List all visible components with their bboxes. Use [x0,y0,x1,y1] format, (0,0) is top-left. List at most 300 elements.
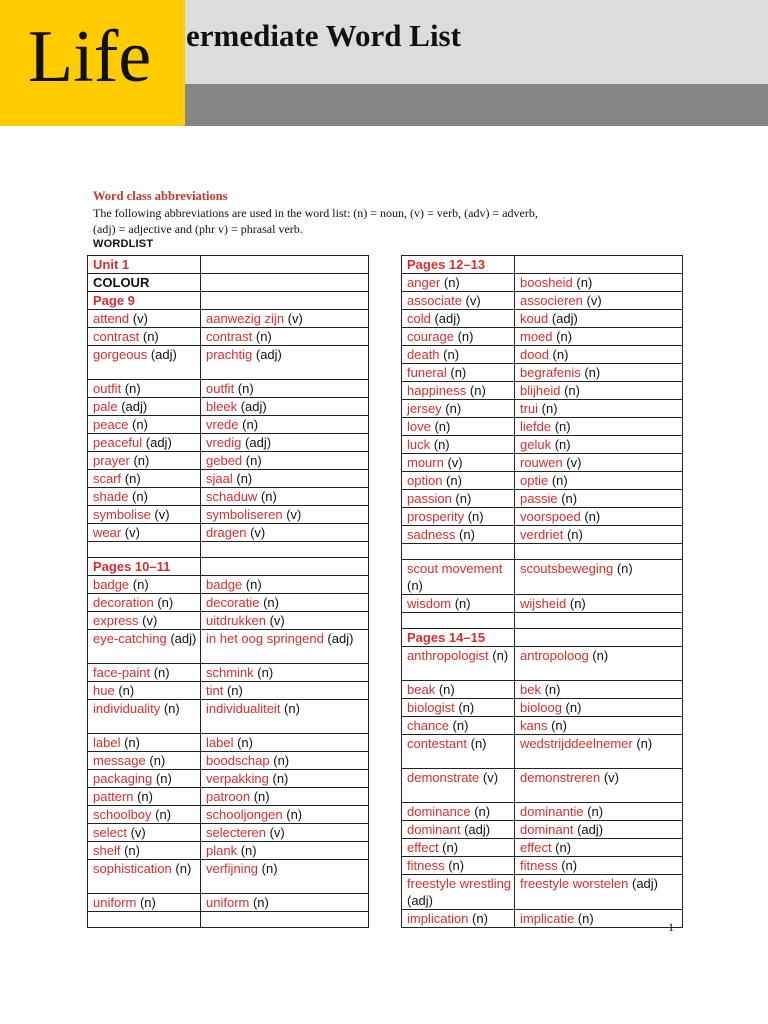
dutch-cell [515,274,683,292]
dutch-cell [515,418,683,436]
word-class: (n) [249,895,269,910]
english-cell [402,526,515,544]
word-class: (n) [150,665,170,680]
english-word: associate [407,293,462,308]
english-cell [88,558,201,576]
english-cell [402,274,515,292]
unit-title: COLOUR [93,275,150,290]
abbreviations-heading: Word class abbreviations [93,189,228,203]
english-cell [88,452,201,470]
table-row [88,524,369,542]
dutch-cell [515,717,683,735]
word-class: (n) [252,329,272,344]
dutch-word: fitness [520,858,558,873]
section-row [88,558,369,576]
word-class: (n) [540,682,561,697]
word-class: (adj) [407,893,434,908]
dutch-cell [515,595,683,613]
dutch-cell [201,488,369,506]
dutch-word: passie [520,491,558,506]
dutch-word: boosheid [520,275,573,290]
english-word: option [407,473,443,488]
dutch-word: gebed [206,453,243,468]
dutch-word: badge [206,577,243,592]
word-class: (v) [562,455,582,470]
word-class: (n) [583,804,604,819]
english-cell [88,328,201,346]
word-class: (adj) [460,822,491,837]
english-cell [88,380,201,398]
word-class: (adj) [117,399,148,414]
english-word: biologist [407,700,455,715]
word-class: (n) [128,489,148,504]
word-class: (n) [613,561,633,576]
word-class: (n) [488,648,509,663]
dutch-word: outfit [206,381,235,396]
word-class: (n) [280,701,300,716]
word-class: (n) [442,473,462,488]
word-class: (n) [430,437,450,452]
dutch-word: liefde [520,419,552,434]
table-row [402,382,683,400]
english-word: sophistication [93,861,172,876]
english-word: individuality [93,701,161,716]
english-word: sadness [407,527,456,542]
document-title: ermediate Word List [186,18,461,53]
word-class: (n) [151,807,172,822]
dutch-word: dominantie [520,804,584,819]
dutch-word: selecteren [206,825,266,840]
english-word: happiness [407,383,467,398]
word-class: (n) [233,735,253,750]
word-class: (adj) [142,435,172,450]
english-word: freestyle wrestling [407,876,512,891]
english-word: express [93,613,139,628]
english-cell [88,806,201,824]
word-class: (n) [632,736,653,751]
english-cell [402,839,515,857]
word-class: (v) [461,293,481,308]
word-class: (n) [446,365,467,380]
dutch-cell [201,292,369,310]
dutch-cell [515,560,683,595]
word-class: (n) [259,595,279,610]
word-class: (n) [129,577,149,592]
english-word: effect [407,840,439,855]
english-cell [88,542,201,558]
english-cell [88,664,201,682]
word-class: (adj) [323,631,354,646]
dutch-word: scoutsbeweging [520,561,614,576]
table-row [88,398,369,416]
english-cell [88,894,201,912]
dutch-cell [515,436,683,454]
word-class: (v) [443,455,463,470]
word-class: (n) [257,489,277,504]
dutch-cell [201,824,369,842]
english-cell [402,400,515,418]
word-class: (n) [580,509,601,524]
english-word: hue [93,683,115,698]
word-class: (n) [439,347,460,362]
english-cell [402,717,515,735]
abbreviations-line-1: The following abbreviations are used in the word list: (n) = noun, (v) = verb, (adv) = adverb, [93,205,538,220]
word-class: (n) [468,911,488,926]
word-class: (adj) [430,311,461,326]
table-row [402,274,683,292]
word-class: (n) [114,683,135,698]
english-word: chance [407,718,449,733]
word-class: (n) [464,509,484,524]
english-word: eye-catching [93,631,167,646]
english-word: badge [93,577,130,592]
word-class: (n) [440,275,460,290]
english-cell [88,398,201,416]
dutch-word: symboliseren [206,507,283,522]
word-class: (n) [557,858,578,873]
english-word: jersey [407,401,442,416]
table-row [402,454,683,472]
dutch-cell [201,700,369,734]
dutch-word: bek [520,682,541,697]
word-class: (n) [548,473,568,488]
word-class: (n) [250,789,270,804]
dutch-cell [515,526,683,544]
english-cell [88,734,201,752]
word-class: (n) [234,381,254,396]
table-row [402,346,683,364]
english-cell [88,488,201,506]
english-word: gorgeous [93,347,148,362]
word-class: (n) [557,491,578,506]
dutch-word: wijsheid [520,596,567,611]
table-row [88,788,369,806]
dutch-word: schooljongen [206,807,283,822]
english-cell [88,912,201,928]
word-class: (n) [253,665,274,680]
word-class: (n) [548,347,569,362]
dutch-cell [201,860,369,894]
dutch-cell [515,910,683,928]
word-class: (adj) [147,347,177,362]
word-class: (n) [128,417,148,432]
dutch-word: uitdrukken [206,613,266,628]
english-cell [402,821,515,839]
word-class: (n) [572,275,593,290]
word-class: (n) [552,329,573,344]
english-cell [88,274,201,292]
english-word: pale [93,399,118,414]
word-class: (n) [121,471,141,486]
table-row [88,346,369,380]
table-row [88,488,369,506]
dutch-word: plank [206,843,238,858]
section-heading: Pages 12–13 [407,257,486,272]
table-row [88,842,369,860]
table-row [88,752,369,770]
dutch-cell [515,875,683,910]
dutch-cell [201,506,369,524]
table-row [402,490,683,508]
english-word: peaceful [93,435,143,450]
dutch-cell [201,524,369,542]
dutch-word: wedstrijddeelnemer [520,736,633,751]
english-word: symbolise [93,507,151,522]
table-row [88,860,369,894]
word-class: (n) [223,683,243,698]
table-row [88,434,369,452]
table-row [88,470,369,488]
word-class: (n) [430,419,451,434]
dutch-cell [515,292,683,310]
word-class: (n) [588,648,609,663]
english-cell [402,418,515,436]
wordlist-label: WORDLIST [93,238,154,250]
dutch-cell [515,681,683,699]
word-class: (n) [121,381,141,396]
english-cell [402,364,515,382]
word-class: (n) [566,596,586,611]
table-row [402,769,683,803]
dutch-word: in het oog springend [206,631,324,646]
dutch-cell [201,576,369,594]
table-row [402,681,683,699]
english-cell [402,544,515,560]
word-class: (n) [551,419,571,434]
blank-row [88,912,369,928]
dutch-word: koud [520,311,549,326]
english-cell [402,803,515,821]
word-class: (n) [258,861,278,876]
word-class: (n) [171,861,192,876]
table-row [88,328,369,346]
dutch-cell [201,346,369,380]
dutch-cell [201,452,369,470]
word-class: (n) [145,753,166,768]
table-row [402,472,683,490]
english-word: outfit [93,381,122,396]
english-cell [402,346,515,364]
table-row [402,526,683,544]
dutch-cell [201,734,369,752]
word-class: (n) [444,858,465,873]
life-logo [0,0,185,126]
english-word: select [93,825,127,840]
dutch-word: bleek [206,399,238,414]
english-cell [402,328,515,346]
page-number: 1 [668,920,674,934]
english-cell [88,788,201,806]
english-cell [402,613,515,629]
dutch-cell [201,912,369,928]
english-cell [402,436,515,454]
word-class: (adj) [628,876,659,891]
section-row [88,292,369,310]
english-word: packaging [93,771,153,786]
dutch-word: aanwezig zijn [206,311,285,326]
table-row [402,803,683,821]
english-cell [402,560,515,595]
english-cell [88,612,201,630]
table-row [88,894,369,912]
word-class: (n) [282,807,303,822]
dutch-cell [201,594,369,612]
dutch-cell [201,630,369,664]
table-row [402,647,683,681]
dutch-cell [201,842,369,860]
english-word: mourn [407,455,444,470]
english-word: anger [407,275,441,290]
english-cell [88,506,201,524]
table-row [88,452,369,470]
word-class: (n) [574,911,594,926]
english-cell [402,472,515,490]
english-cell [402,629,515,647]
table-row [88,310,369,328]
english-cell [402,857,515,875]
dutch-word: begrafenis [520,365,581,380]
table-row [88,416,369,434]
dutch-word: patroon [206,789,251,804]
english-cell [88,470,201,488]
word-class: (n) [455,527,475,542]
english-cell [402,292,515,310]
table-row [88,682,369,700]
word-class: (n) [580,365,601,380]
word-class: (n) [470,804,491,819]
table-row [88,630,369,664]
table-row [88,664,369,682]
dutch-word: schaduw [206,489,258,504]
dutch-cell [201,256,369,274]
word-class: (n) [160,701,180,716]
english-cell [88,752,201,770]
word-class: (n) [120,843,140,858]
dutch-word: verdriet [520,527,564,542]
dutch-word: optie [520,473,549,488]
english-word: wisdom [407,596,452,611]
word-class: (n) [269,753,290,768]
english-cell [402,769,515,803]
dutch-cell [515,629,683,647]
table-row [88,700,369,734]
dutch-word: dood [520,347,549,362]
english-cell [402,256,515,274]
word-class: (n) [451,596,471,611]
english-word: love [407,419,431,434]
dutch-word: contrast [206,329,253,344]
word-class: (n) [547,718,567,733]
english-word: message [93,753,146,768]
section-row [402,629,683,647]
english-cell [402,454,515,472]
english-word: luck [407,437,431,452]
english-word: peace [93,417,129,432]
table-row [402,821,683,839]
dutch-word: voorspoed [520,509,581,524]
english-cell [402,735,515,769]
dutch-cell [515,256,683,274]
word-class: (v) [138,613,158,628]
word-class: (n) [129,453,150,468]
dutch-cell [515,346,683,364]
dutch-cell [515,382,683,400]
word-class: (adj) [241,435,272,450]
word-class: (v) [129,311,148,326]
section-heading: Unit 1 [93,257,130,272]
english-word: shade [93,489,129,504]
english-word: contrast [93,329,140,344]
word-class: (n) [560,383,580,398]
dutch-word: trui [520,401,539,416]
dutch-cell [201,664,369,682]
english-word: cold [407,311,431,326]
word-class: (v) [479,770,499,785]
english-cell [402,647,515,681]
english-word: fitness [407,858,445,873]
dutch-word: moed [520,329,553,344]
table-row [402,595,683,613]
table-row [88,770,369,788]
word-class: (n) [232,471,253,486]
dutch-word: uniform [206,895,250,910]
table-row [402,910,683,928]
dutch-word: verfijning [206,861,259,876]
word-class: (n) [237,843,257,858]
dutch-cell [515,769,683,803]
english-word: contestant [407,736,467,751]
word-class: (n) [435,682,455,697]
word-class: (n) [407,578,423,593]
table-row [88,576,369,594]
dutch-word: tint [206,683,224,698]
dutch-cell [201,894,369,912]
dutch-cell [515,613,683,629]
table-row [88,594,369,612]
wordlist-table-left [87,255,369,928]
english-word: demonstrate [407,770,480,785]
word-class: (n) [561,700,582,715]
table-row [402,560,683,595]
dutch-cell [515,364,683,382]
english-word: prayer [93,453,130,468]
english-cell [402,681,515,699]
section-row [88,256,369,274]
dutch-word: vrede [206,417,239,432]
english-word: courage [407,329,454,344]
english-cell [88,842,201,860]
dutch-cell [201,542,369,558]
word-class: (v) [126,825,146,840]
english-word: schoolboy [93,807,152,822]
english-word: passion [407,491,452,506]
dutch-word: effect [520,840,552,855]
english-word: beak [407,682,436,697]
dutch-cell [201,434,369,452]
english-cell [88,524,201,542]
english-cell [402,508,515,526]
word-class: (n) [438,840,459,855]
word-class: (n) [551,437,571,452]
dutch-cell [515,310,683,328]
english-word: death [407,347,440,362]
english-word: dominant [407,822,461,837]
dutch-cell [515,328,683,346]
english-word: attend [93,311,130,326]
english-cell [88,576,201,594]
dutch-cell [201,788,369,806]
dutch-cell [201,806,369,824]
